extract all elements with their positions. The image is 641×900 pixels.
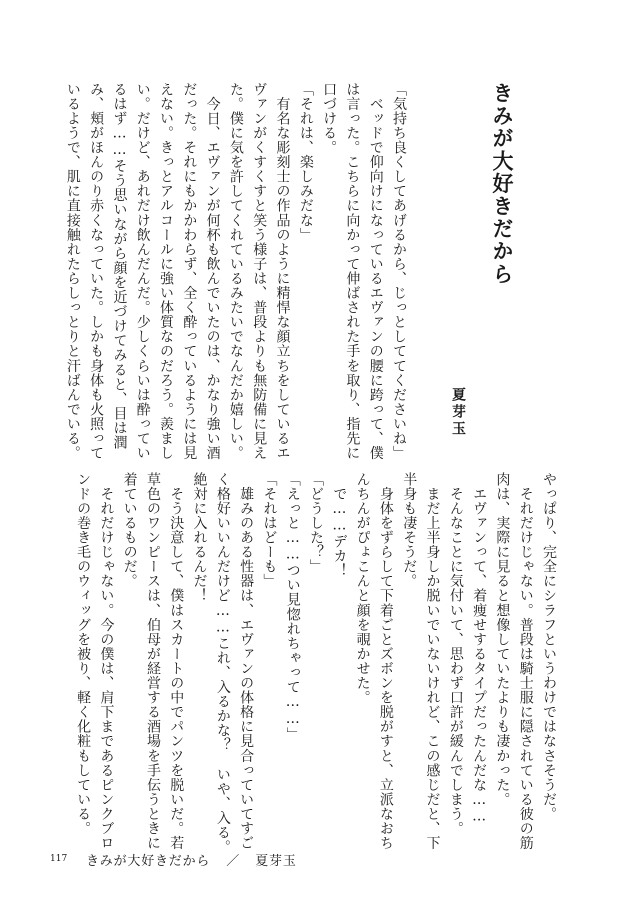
body-text-lower xyxy=(70,472,560,855)
footer-separator: ／ xyxy=(226,853,240,869)
text-line: そんなことに気付いて、思わず口許が緩んでしまう。 xyxy=(447,472,464,836)
text-line: 肉は、実際に見ると想像していたよりも凄かった。 xyxy=(494,472,511,807)
text-line: 「それは、楽しみだな」 xyxy=(297,82,314,243)
page-footer xyxy=(50,848,450,870)
text-line: ベッドで仰向けになっているエヴァンの腰に跨って、僕 xyxy=(367,82,384,461)
text-line: 半身も凄そうだ。 xyxy=(401,472,418,589)
text-line: るはず……そう思いながら顔を近づけてみると、目は潤 xyxy=(111,82,128,450)
text-line: い。だけど、あれだけ飲んだんだ。少しくらいは酔ってい xyxy=(134,82,151,461)
text-line: 絶対に入れるんだ！ xyxy=(191,472,208,603)
text-line: やっぱり、完全にシラフというわけではなさそうだ。 xyxy=(541,472,557,822)
text-line: 草色のワンピースは、伯母が経営する酒場を手伝うときに xyxy=(144,472,161,851)
text-line: いるようで、肌に直接触れたらしっとりと汗ばんでいる。 xyxy=(64,82,81,461)
text-line: 「それはどーも」 xyxy=(261,472,278,589)
text-line: で……デカ！ xyxy=(331,472,348,578)
text-line: は言った。こちらに向かって伸ばされた手を取り、指先に xyxy=(344,82,361,461)
text-line: それだけじゃない。今の僕は、肩下まであるピンクブロ xyxy=(98,472,115,851)
text-line: 有名な彫刻士の作品のように精悍な顔立ちをしているエ xyxy=(274,82,291,461)
text-line: それだけじゃない。普段は騎士服に隠されている彼の筋 xyxy=(517,472,534,851)
text-line: み、頬がほんのり赤くなっていた。しかも身体も火照って xyxy=(88,82,105,461)
text-line: エヴァンって、着痩せするタイプだったんだな…… xyxy=(471,472,488,826)
text-line: そう決意して、僕はスカートの中でパンツを脱いだ。若 xyxy=(168,472,185,851)
text-line: ンドの巻き毛のウィッグを被り、軽く化粧もしている。 xyxy=(75,472,92,836)
text-line: 「どうした？」 xyxy=(308,472,325,574)
text-line: 着ているものだ。 xyxy=(121,472,138,589)
text-line: ヴァンがくすくすと笑う様子は、普段よりも無防備に見え xyxy=(251,82,268,461)
text-line: だった。それにもかかわらず、全く酔っているようには見 xyxy=(181,82,198,461)
footer-title: きみが大好きだから xyxy=(86,853,211,869)
text-line: 「気持ち良くしてあげるから、じっとしててくださいね」 xyxy=(391,82,407,461)
text-line: 身体をずらして下着ごとズボンを脱がすと、立派なおち xyxy=(377,472,394,851)
body-text-upper xyxy=(64,82,410,461)
page-number: 117 xyxy=(50,854,68,864)
text-line: まだ上半身しか脱いでいないけれど、この感じだと、下 xyxy=(424,472,441,851)
text-line: た。僕に気を許してくれているみたいでなんだか嬉しい。 xyxy=(227,82,244,461)
footer-author: 夏芽玉 xyxy=(255,853,297,869)
text-line: く格好いいんだけど……これ、入るかな？ いや、入る。 xyxy=(214,472,231,855)
text-line: んちんがぴょこんと顔を覗かせた。 xyxy=(354,472,371,705)
text-line: 口づける。 xyxy=(321,82,338,155)
text-line: 「えっと……つい見惚れちゃって……」 xyxy=(284,472,301,742)
text-line: えない。きっとアルコールに強い体質なのだろう。羨まし xyxy=(158,82,175,461)
text-line: 雄みのある性器は、エヴァンの体格に見合っていてすご xyxy=(238,472,255,851)
chapter-title: きみが大好きだから xyxy=(490,82,515,286)
chapter-author: 夏芽玉 xyxy=(450,387,466,438)
text-line: 今日、エヴァンが何杯も飲んでいたのは、かなり強い酒 xyxy=(204,82,221,461)
